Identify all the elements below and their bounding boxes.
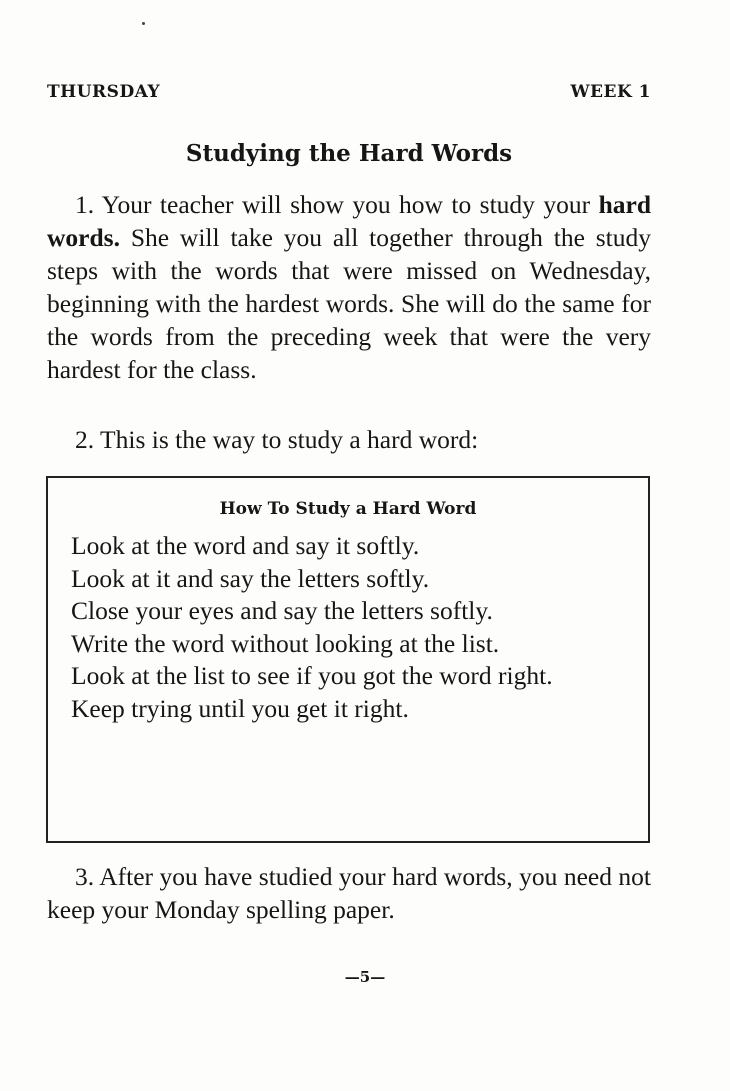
paragraph-1 [47, 188, 651, 386]
speck-mark [142, 22, 145, 25]
study-steps-title: How To Study a Hard Word [219, 499, 477, 519]
day-label: THURSDAY [47, 82, 161, 102]
week-label: WEEK 1 [570, 82, 651, 102]
study-step: Keep trying until you get it right. [71, 693, 409, 723]
page-number: —5— [344, 968, 386, 986]
page-title: Studying the Hard Words [185, 140, 513, 167]
paragraph-2-number: 2. [75, 425, 95, 454]
study-steps-box [46, 476, 650, 843]
paragraph-1-text-after: She will take you all together through the study steps with the words that were missed on Wednesday, beginning with the hardest words. She will do the same for the words from the preceding week that were the very hardest for the class. [47, 223, 652, 384]
paragraph-1-text-before: Your teacher will show you how to study your [101, 190, 591, 219]
paragraph-2 [47, 423, 651, 456]
study-step: Look at it and say the letters softly. [71, 563, 430, 593]
study-step: Write the word without looking at the list. [71, 628, 500, 658]
paragraph-2-text: This is the way to study a hard word: [100, 425, 479, 454]
paragraph-3 [47, 860, 651, 926]
paragraph-3-number: 3. [75, 862, 95, 891]
paragraph-1-bold-term: hard words. [47, 190, 652, 252]
paragraph-1-number: 1. [75, 190, 95, 219]
study-step: Look at the list to see if you got the word right. [71, 661, 553, 690]
study-step: Close your eyes and say the letters softly. [71, 596, 493, 625]
study-steps-list [71, 530, 627, 725]
running-head [47, 82, 651, 102]
paragraph-3-text: After you have studied your hard words, you need not keep your Monday spelling paper. [47, 862, 652, 924]
study-step: Look at the word and say it softly. [71, 531, 420, 560]
